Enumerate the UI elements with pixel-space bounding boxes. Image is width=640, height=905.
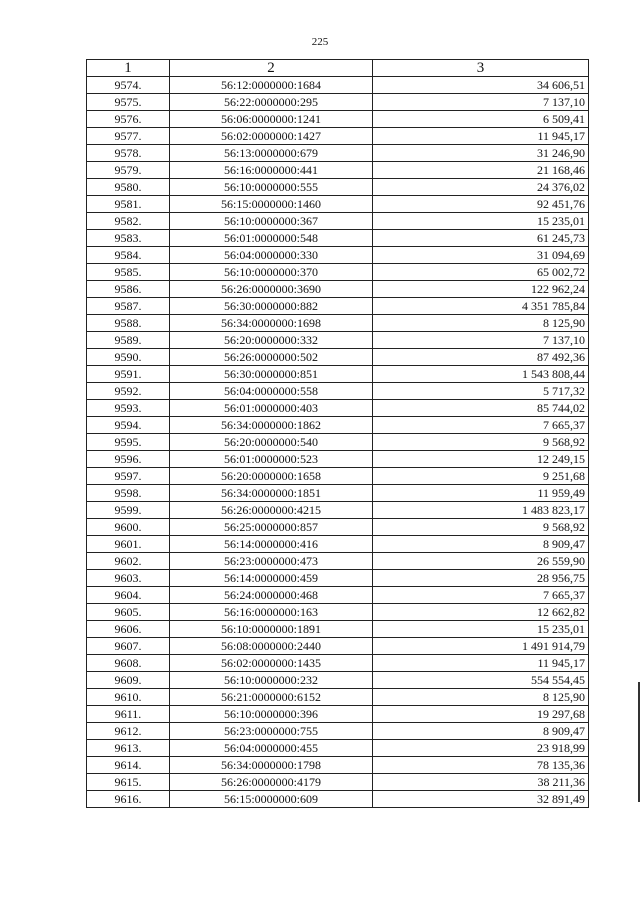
row-number: 9578. (87, 145, 170, 162)
table-row (87, 570, 589, 587)
amount-value: 28 956,75 (373, 570, 589, 587)
row-number: 9581. (87, 196, 170, 213)
row-number: 9594. (87, 417, 170, 434)
amount-value: 7 137,10 (373, 332, 589, 349)
row-number: 9584. (87, 247, 170, 264)
amount-value: 38 211,36 (373, 774, 589, 791)
cadastral-number: 56:26:0000000:4215 (170, 502, 373, 519)
cadastral-number: 56:24:0000000:468 (170, 587, 373, 604)
amount-value: 12 249,15 (373, 451, 589, 468)
column-header-2: 2 (170, 60, 373, 77)
amount-value: 92 451,76 (373, 196, 589, 213)
cadastral-number: 56:15:0000000:609 (170, 791, 373, 808)
table-row (87, 383, 589, 400)
row-number: 9586. (87, 281, 170, 298)
table-row (87, 196, 589, 213)
table-row (87, 638, 589, 655)
cadastral-number: 56:16:0000000:163 (170, 604, 373, 621)
amount-value: 24 376,02 (373, 179, 589, 196)
cadastral-number: 56:20:0000000:540 (170, 434, 373, 451)
row-number: 9610. (87, 689, 170, 706)
cadastral-number: 56:26:0000000:502 (170, 349, 373, 366)
row-number: 9574. (87, 77, 170, 94)
amount-value: 7 665,37 (373, 587, 589, 604)
amount-value: 1 483 823,17 (373, 502, 589, 519)
amount-value: 554 554,45 (373, 672, 589, 689)
row-number: 9596. (87, 451, 170, 468)
table-row (87, 298, 589, 315)
cadastral-number: 56:04:0000000:455 (170, 740, 373, 757)
amount-value: 1 491 914,79 (373, 638, 589, 655)
cadastral-number: 56:16:0000000:441 (170, 162, 373, 179)
row-number: 9583. (87, 230, 170, 247)
table-row (87, 621, 589, 638)
row-number: 9585. (87, 264, 170, 281)
cadastral-number: 56:04:0000000:558 (170, 383, 373, 400)
row-number: 9577. (87, 128, 170, 145)
row-number: 9579. (87, 162, 170, 179)
amount-value: 6 509,41 (373, 111, 589, 128)
registry-table (86, 59, 589, 808)
cadastral-number: 56:12:0000000:1684 (170, 77, 373, 94)
cadastral-number: 56:10:0000000:1891 (170, 621, 373, 638)
cadastral-number: 56:26:0000000:3690 (170, 281, 373, 298)
cadastral-number: 56:13:0000000:679 (170, 145, 373, 162)
cadastral-number: 56:10:0000000:555 (170, 179, 373, 196)
row-number: 9575. (87, 94, 170, 111)
table-row (87, 604, 589, 621)
row-number: 9598. (87, 485, 170, 502)
amount-value: 8 125,90 (373, 689, 589, 706)
page-number: 225 (311, 36, 329, 48)
amount-value: 61 245,73 (373, 230, 589, 247)
table-row (87, 502, 589, 519)
table-row (87, 315, 589, 332)
row-number: 9600. (87, 519, 170, 536)
cadastral-number: 56:34:0000000:1851 (170, 485, 373, 502)
row-number: 9580. (87, 179, 170, 196)
row-number: 9593. (87, 400, 170, 417)
cadastral-number: 56:01:0000000:548 (170, 230, 373, 247)
cadastral-number: 56:20:0000000:332 (170, 332, 373, 349)
row-number: 9601. (87, 536, 170, 553)
amount-value: 85 744,02 (373, 400, 589, 417)
amount-value: 12 662,82 (373, 604, 589, 621)
header-row (87, 60, 589, 77)
amount-value: 8 909,47 (373, 536, 589, 553)
row-number: 9616. (87, 791, 170, 808)
amount-value: 19 297,68 (373, 706, 589, 723)
row-number: 9608. (87, 655, 170, 672)
table-row (87, 400, 589, 417)
table-row (87, 655, 589, 672)
table-row (87, 128, 589, 145)
amount-value: 21 168,46 (373, 162, 589, 179)
table-row (87, 230, 589, 247)
table-row (87, 264, 589, 281)
cadastral-number: 56:34:0000000:1698 (170, 315, 373, 332)
cadastral-number: 56:10:0000000:370 (170, 264, 373, 281)
column-header-1: 1 (87, 60, 170, 77)
row-number: 9606. (87, 621, 170, 638)
table-row (87, 247, 589, 264)
row-number: 9590. (87, 349, 170, 366)
cadastral-number: 56:08:0000000:2440 (170, 638, 373, 655)
amount-value: 8 909,47 (373, 723, 589, 740)
amount-value: 23 918,99 (373, 740, 589, 757)
table-row (87, 349, 589, 366)
table-row (87, 451, 589, 468)
cadastral-number: 56:21:0000000:6152 (170, 689, 373, 706)
cadastral-number: 56:25:0000000:857 (170, 519, 373, 536)
row-number: 9607. (87, 638, 170, 655)
table-row (87, 689, 589, 706)
table-row (87, 417, 589, 434)
table-row (87, 332, 589, 349)
row-number: 9599. (87, 502, 170, 519)
row-number: 9595. (87, 434, 170, 451)
cadastral-number: 56:22:0000000:295 (170, 94, 373, 111)
cadastral-number: 56:23:0000000:755 (170, 723, 373, 740)
cadastral-number: 56:34:0000000:1798 (170, 757, 373, 774)
row-number: 9603. (87, 570, 170, 587)
amount-value: 15 235,01 (373, 621, 589, 638)
cadastral-number: 56:23:0000000:473 (170, 553, 373, 570)
cadastral-number: 56:04:0000000:330 (170, 247, 373, 264)
row-number: 9602. (87, 553, 170, 570)
amount-value: 7 137,10 (373, 94, 589, 111)
cadastral-number: 56:10:0000000:396 (170, 706, 373, 723)
table-row (87, 468, 589, 485)
row-number: 9612. (87, 723, 170, 740)
cadastral-number: 56:30:0000000:882 (170, 298, 373, 315)
cadastral-number: 56:14:0000000:459 (170, 570, 373, 587)
table-row (87, 519, 589, 536)
row-number: 9613. (87, 740, 170, 757)
amount-value: 8 125,90 (373, 315, 589, 332)
table-row (87, 791, 589, 808)
amount-value: 34 606,51 (373, 77, 589, 94)
cadastral-number: 56:10:0000000:367 (170, 213, 373, 230)
table-row (87, 94, 589, 111)
amount-value: 5 717,32 (373, 383, 589, 400)
table-body (87, 77, 589, 808)
table-row (87, 672, 589, 689)
amount-value: 1 543 808,44 (373, 366, 589, 383)
cadastral-number: 56:01:0000000:523 (170, 451, 373, 468)
amount-value: 78 135,36 (373, 757, 589, 774)
table-row (87, 111, 589, 128)
amount-value: 7 665,37 (373, 417, 589, 434)
amount-value: 87 492,36 (373, 349, 589, 366)
table-row (87, 213, 589, 230)
cadastral-number: 56:15:0000000:1460 (170, 196, 373, 213)
amount-value: 65 002,72 (373, 264, 589, 281)
amount-value: 11 945,17 (373, 128, 589, 145)
table-row (87, 757, 589, 774)
row-number: 9587. (87, 298, 170, 315)
amount-value: 9 568,92 (373, 434, 589, 451)
cadastral-number: 56:30:0000000:851 (170, 366, 373, 383)
cadastral-number: 56:02:0000000:1435 (170, 655, 373, 672)
amount-value: 26 559,90 (373, 553, 589, 570)
amount-value: 9 251,68 (373, 468, 589, 485)
row-number: 9604. (87, 587, 170, 604)
cadastral-number: 56:06:0000000:1241 (170, 111, 373, 128)
table-row (87, 706, 589, 723)
amount-value: 9 568,92 (373, 519, 589, 536)
row-number: 9582. (87, 213, 170, 230)
amount-value: 4 351 785,84 (373, 298, 589, 315)
cadastral-number: 56:26:0000000:4179 (170, 774, 373, 791)
table-row (87, 553, 589, 570)
cadastral-number: 56:14:0000000:416 (170, 536, 373, 553)
cadastral-number: 56:34:0000000:1862 (170, 417, 373, 434)
row-number: 9597. (87, 468, 170, 485)
table-row (87, 179, 589, 196)
table-row (87, 145, 589, 162)
row-number: 9589. (87, 332, 170, 349)
row-number: 9588. (87, 315, 170, 332)
table-row (87, 366, 589, 383)
cadastral-number: 56:01:0000000:403 (170, 400, 373, 417)
table-row (87, 162, 589, 179)
cadastral-number: 56:10:0000000:232 (170, 672, 373, 689)
amount-value: 31 246,90 (373, 145, 589, 162)
amount-value: 11 945,17 (373, 655, 589, 672)
table-row (87, 485, 589, 502)
amount-value: 31 094,69 (373, 247, 589, 264)
table-row (87, 434, 589, 451)
cadastral-number: 56:02:0000000:1427 (170, 128, 373, 145)
row-number: 9591. (87, 366, 170, 383)
row-number: 9614. (87, 757, 170, 774)
row-number: 9609. (87, 672, 170, 689)
table-row (87, 740, 589, 757)
row-number: 9592. (87, 383, 170, 400)
row-number: 9615. (87, 774, 170, 791)
table-row (87, 587, 589, 604)
amount-value: 122 962,24 (373, 281, 589, 298)
amount-value: 32 891,49 (373, 791, 589, 808)
table-row (87, 723, 589, 740)
amount-value: 11 959,49 (373, 485, 589, 502)
amount-value: 15 235,01 (373, 213, 589, 230)
column-header-3: 3 (373, 60, 589, 77)
table-row (87, 536, 589, 553)
row-number: 9605. (87, 604, 170, 621)
cadastral-number: 56:20:0000000:1658 (170, 468, 373, 485)
table-row (87, 281, 589, 298)
table-row (87, 77, 589, 94)
table-header (87, 60, 589, 77)
row-number: 9611. (87, 706, 170, 723)
table-row (87, 774, 589, 791)
row-number: 9576. (87, 111, 170, 128)
